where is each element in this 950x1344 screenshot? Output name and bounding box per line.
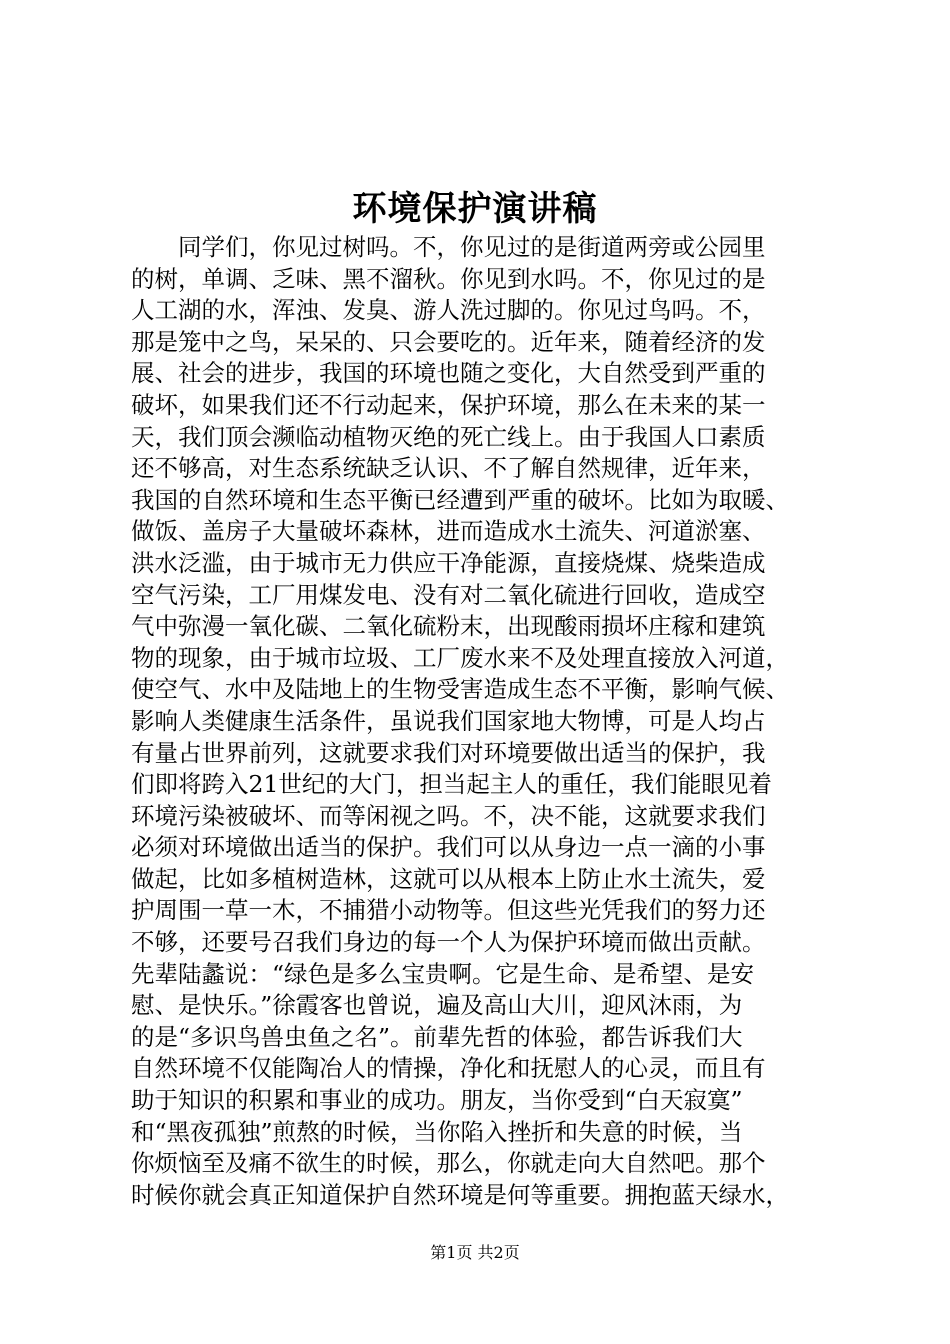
body-line: 还不够高，对生态系统缺乏认识、不了解自然规律，近年来， bbox=[131, 454, 766, 483]
document-body bbox=[131, 232, 827, 1211]
body-line: 不够，还要号召我们身边的每一个人为保护环境而做出贡献。 bbox=[131, 928, 766, 957]
body-line: 环境污染被破坏、而等闲视之吗。不，决不能，这就要求我们 bbox=[131, 801, 766, 830]
body-line: 的树，单调、乏味、黑不溜秋。你见到水吗。不，你见过的是 bbox=[131, 264, 766, 293]
body-line: 自然环境不仅能陶冶人的情操，净化和抚慰人的心灵，而且有 bbox=[131, 1054, 766, 1083]
body-line: 天，我们顶会濒临动植物灭绝的死亡线上。由于我国人口素质 bbox=[131, 422, 766, 451]
body-line: 的是“多识鸟兽虫鱼之名”。前辈先哲的体验，都告诉我们大 bbox=[131, 1022, 743, 1051]
body-line: 使空气、水中及陆地上的生物受害造成生态不平衡，影响气候、 bbox=[131, 675, 789, 704]
body-line: 破坏，如果我们还不行动起来，保护环境，那么在未来的某一 bbox=[131, 390, 766, 419]
body-line: 洪水泛滥，由于城市无力供应干净能源，直接烧煤、烧柴造成 bbox=[131, 548, 766, 577]
body-line: 先辈陆蠡说：“绿色是多么宝贵啊。它是生命、是希望、是安 bbox=[131, 959, 755, 988]
body-line: 助于知识的积累和事业的成功。朋友，当你受到“白天寂寞” bbox=[131, 1086, 743, 1115]
body-line: 物的现象，由于城市垃圾、工厂废水来不及处理直接放入河道， bbox=[131, 643, 789, 672]
body-line: 同学们，你见过树吗。不，你见过的是街道两旁或公园里 bbox=[131, 233, 766, 261]
body-line: 有量占世界前列，这就要求我们对环境要做出适当的保护，我 bbox=[131, 738, 766, 767]
body-line: 慰、是快乐。”徐霞客也曾说，遍及高山大川，迎风沐雨，为 bbox=[131, 991, 743, 1020]
body-line: 展、社会的进步，我国的环境也随之变化，大自然受到严重的 bbox=[131, 359, 766, 388]
body-line: 影响人类健康生活条件，虽说我们国家地大物博，可是人均占 bbox=[131, 706, 766, 735]
body-line: 护周围一草一木，不捕猎小动物等。但这些光凭我们的努力还 bbox=[131, 896, 766, 925]
document-title: 环境保护演讲稿 bbox=[352, 189, 598, 229]
body-line: 人工湖的水，浑浊、发臭、游人洗过脚的。你见过鸟吗。不， bbox=[131, 296, 766, 325]
body-line: 那是笼中之鸟，呆呆的、只会要吃的。近年来，随着经济的发 bbox=[131, 327, 766, 356]
body-line: 你烦恼至及痛不欲生的时候，那么，你就走向大自然吧。那个 bbox=[131, 1149, 766, 1178]
body-line: 做起，比如多植树造林，这就可以从根本上防止水土流失，爱 bbox=[131, 864, 766, 893]
body-line: 做饭、盖房子大量破坏森林，进而造成水土流失、河道淤塞、 bbox=[131, 517, 766, 546]
body-line: 空气污染，工厂用煤发电、没有对二氧化硫进行回收，造成空 bbox=[131, 580, 766, 609]
body-line: 时候你就会真正知道保护自然环境是何等重要。拥抱蓝天绿水， bbox=[131, 1180, 789, 1209]
body-line: 我国的自然环境和生态平衡已经遭到严重的破坏。比如为取暖、 bbox=[131, 485, 789, 514]
body-line: 和“黑夜孤独”煎熬的时候，当你陷入挫折和失意的时候，当 bbox=[131, 1117, 743, 1146]
body-line: 必须对环境做出适当的保护。我们可以从身边一点一滴的小事 bbox=[131, 833, 766, 862]
body-line: 气中弥漫一氧化碳、二氧化硫粉末，出现酸雨损坏庄稼和建筑 bbox=[131, 612, 766, 641]
body-line: 们即将跨入21世纪的大门，担当起主人的重任，我们能眼见着 bbox=[131, 770, 772, 799]
page-footer: 第1页 共2页 bbox=[430, 1243, 520, 1262]
